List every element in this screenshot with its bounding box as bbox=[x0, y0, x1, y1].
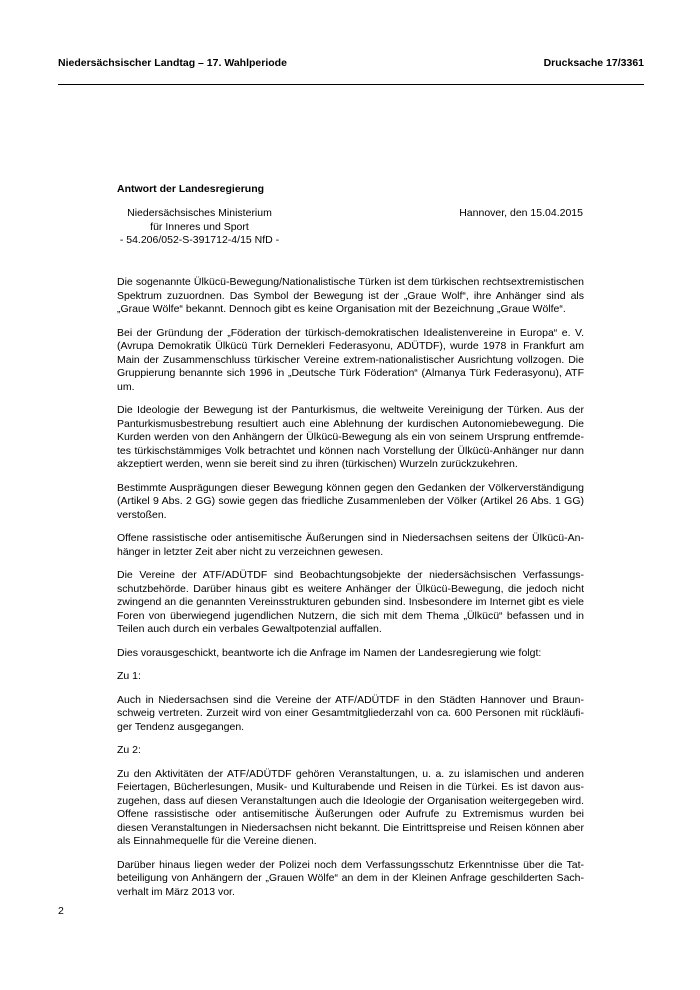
sender-line-2: für Inneres und Sport bbox=[150, 220, 249, 233]
paragraph: Bei der Gründung der „Föderation der türkisch-demokratischen Idealistenvereine in Europa“ e. V. (Avrupa Demokratik Ülkücü Türk Dernekleri Federasyonu, ADÜTDF), wurde 1978 in Frankfurt am Main der Zusammenschluss türkischer Vereine extrem-nationalistischer Ausrichtung vollzogen. Die Gruppierung benannte sich 1996 in „Deutsche Türk Föderation“ (Almanya Türk Federasyonu), ATF um. bbox=[117, 326, 584, 393]
paragraph: Darüber hinaus liegen weder der Polizei noch dem Verfassungsschutz Erkenntnisse über die Tatbeteiligung von Anhängern der „Grauen Wölfe“ an dem in der Kleinen Anfrage geschilderten Sachverhalt im März 2013 vor. bbox=[117, 858, 584, 898]
header-document-number: Drucksache 17/3361 bbox=[543, 57, 644, 69]
header-parliament-title: Niedersächsischer Landtag – 17. Wahlperiode bbox=[58, 57, 287, 69]
paragraph: Auch in Niedersachsen sind die Vereine der ATF/ADÜTDF in den Städten Hannover und Braunschweig vertreten. Zurzeit wird von einer Gesamtmitgliederzahl von ca. 600 Personen mit rückläufiger Tendenz ausgegangen. bbox=[117, 693, 584, 733]
page-header bbox=[58, 57, 644, 69]
header-divider bbox=[58, 84, 644, 85]
section-title: Antwort der Landesregierung bbox=[117, 183, 265, 195]
question-heading-2: Zu 2: bbox=[117, 744, 141, 756]
sender-line-1: Niedersächsisches Ministerium bbox=[127, 207, 272, 219]
sender-block bbox=[117, 207, 282, 248]
question-heading-1: Zu 1: bbox=[117, 670, 141, 682]
paragraph: Dies vorausgeschickt, beantworte ich die Anfrage im Namen der Landesregierung wie folgt: bbox=[117, 646, 542, 659]
page-number: 2 bbox=[58, 905, 64, 917]
paragraph: Die Vereine der ATF/ADÜTDF sind Beobachtungsobjekte der niedersächsischen Verfassungsschutzbehörde. Darüber hinaus gibt es weitere Anhänger der Ülkücü-Bewegung, die jedoch nicht zwingend an die genannten Vereinsstrukturen gebunden sind. Insbesondere im Internet gibt es viele Foren von überwiegend jugendlichen Nutzern, die sich mit dem Thema „Ülkücü“ befassen und in Teilen auch durch ein verbales Gewaltpotenzial auffallen. bbox=[117, 569, 584, 635]
paragraph: Die Ideologie der Bewegung ist der Panturkismus, die weltweite Vereinigung der Türken. Aus der Panturkismusbestrebung resultiert auch eine Ablehnung der kurdischen Autonomiebewegung. Die Kurden werden von den Anhängern der Ülkücü-Bewegung als ein von seinem Ursprung entfremdetes türkischstämmiges Volk betrachtet und können nach Vorstellung der Ülkücü-Anhänger nur dann akzeptiert werden, wenn sie bereit sind zu ihren (türkischen) Wurzeln zurückzukehren. bbox=[117, 404, 584, 470]
place-date: Hannover, den 15.04.2015 bbox=[459, 207, 583, 219]
body-text bbox=[117, 276, 584, 909]
paragraph: Bestimmte Ausprägungen dieser Bewegung können gegen den Gedanken der Völkerverständigung (Artikel 9 Abs. 2 GG) sowie gegen das friedliche Zusammenleben der Völker (Artikel 26 Abs. 1 GG) verstoßen. bbox=[117, 481, 584, 521]
paragraph: Offene rassistische oder antisemitische Äußerungen sind in Niedersachsen seitens der Ülkücü-Anhänger in letzter Zeit aber nicht zu verzeichnen gewesen. bbox=[117, 532, 584, 558]
sender-reference: - 54.206/052-S-391712-4/15 NfD - bbox=[119, 234, 280, 246]
paragraph: Zu den Aktivitäten der ATF/ADÜTDF gehören Veranstaltungen, u. a. zu islamischen und anderen Feiertagen, Bücherlesungen, Musik- und Kulturabende und Reisen in die Türkei. Es ist davon auszugehen, dass auf diesen Veranstaltungen auch die Ideologie der Organisation weitergegeben wird. Offene rassistische oder antisemitische Äußerungen oder Aufrufe zu Extremismus wurden bei diesen Veranstaltungen in Niedersachsen nicht bekannt. Die Eintrittspreise und Reisen können aber als Einnahmequelle für die Vereine dienen. bbox=[117, 767, 584, 847]
paragraph: Die sogenannte Ülkücü-Bewegung/Nationalistische Türken ist dem türkischen rechtsextremistischen Spektrum zuzuordnen. Das Symbol der Bewegung ist der „Graue Wolf“, ihre Anhänger sind als „Graue Wölfe“ bekannt. Dennoch gibt es keine Organisation mit der Bezeichnung „Graue Wölfe“. bbox=[117, 276, 584, 315]
